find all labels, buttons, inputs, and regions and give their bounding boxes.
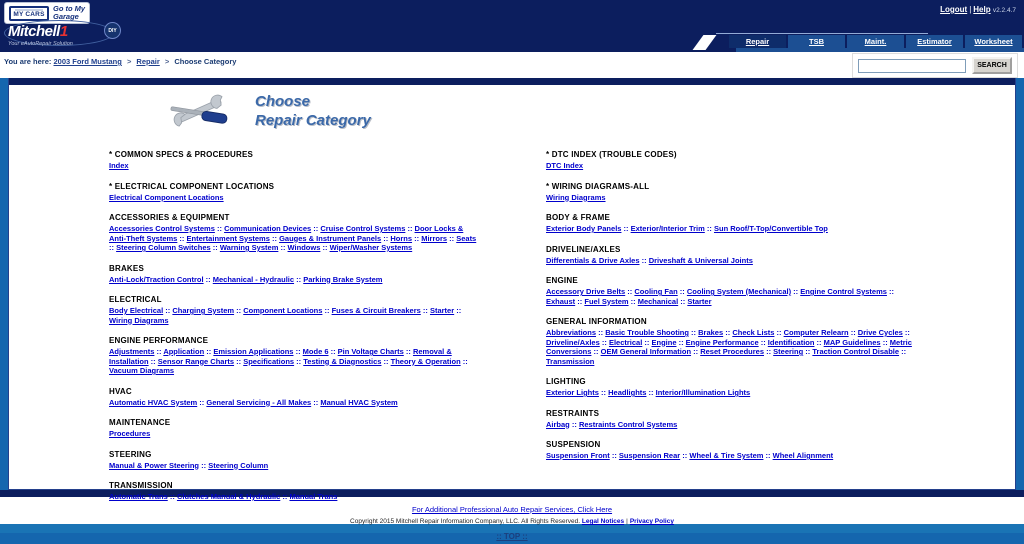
link-separator: :: xyxy=(569,419,579,429)
link-separator: :: xyxy=(320,243,330,252)
category-link[interactable]: Mechanical - Hydraulic xyxy=(212,274,295,284)
category-section xyxy=(109,387,481,408)
category-link[interactable]: Accessory Drive Belts xyxy=(546,287,626,296)
category-heading: LIGHTING xyxy=(546,377,586,386)
panel-top-accent-bar xyxy=(9,78,1015,85)
category-links xyxy=(109,224,481,253)
category-links xyxy=(546,193,924,203)
link-separator: :: xyxy=(598,388,609,397)
category-links xyxy=(546,328,924,366)
category-column-left xyxy=(109,150,481,513)
category-link[interactable]: Parking Brake System xyxy=(303,274,383,284)
category-section xyxy=(109,182,481,203)
category-link[interactable]: Entertainment Systems xyxy=(186,233,270,243)
category-link[interactable]: Manual HVAC System xyxy=(320,397,398,407)
category-link[interactable]: Abbreviations xyxy=(546,328,597,337)
link-separator: :: xyxy=(609,451,619,460)
link-separator: :: xyxy=(758,337,768,347)
category-link[interactable]: Manual & Power Steering xyxy=(109,460,200,470)
category-link[interactable]: Airbag xyxy=(546,419,570,429)
category-link[interactable]: Manual Trans xyxy=(289,492,338,501)
link-separator: :: xyxy=(454,306,462,315)
category-link[interactable]: Basic Trouble Shooting xyxy=(605,328,689,337)
category-link[interactable]: Testing & Diagnostics xyxy=(303,356,382,366)
category-section xyxy=(546,440,924,461)
category-section xyxy=(109,150,481,171)
link-separator: :: xyxy=(639,255,649,265)
link-separator: :: xyxy=(269,233,280,243)
category-link[interactable]: Suspension Front xyxy=(546,451,610,460)
category-section xyxy=(109,481,481,502)
plate-label: MY CARS xyxy=(13,10,45,18)
link-separator: :: xyxy=(311,397,321,407)
link-separator: :: xyxy=(214,224,225,233)
breadcrumb-repair-link[interactable]: Repair xyxy=(136,57,160,66)
category-link[interactable]: Warning System xyxy=(219,243,279,252)
category-links xyxy=(109,306,481,325)
category-link[interactable]: Steering Column xyxy=(208,460,269,470)
copyright-text: Copyright 2015 Mitchell Repair Information Company, LLC. All Rights Reserved. xyxy=(350,518,581,525)
category-link[interactable]: Seats xyxy=(456,233,477,243)
link-separator: :: xyxy=(381,233,391,243)
category-link[interactable]: Wiring Diagrams xyxy=(546,192,606,202)
category-link[interactable]: Mode 6 xyxy=(302,347,329,356)
category-link[interactable]: Cooling Fan xyxy=(634,287,678,296)
logo-wordmark: Mitchell1 xyxy=(8,23,68,40)
link-separator: :: xyxy=(886,287,895,296)
category-heading: TRANSMISSION xyxy=(109,481,173,490)
breadcrumb-prefix: You are here: xyxy=(4,57,52,66)
category-link[interactable]: Engine Performance xyxy=(685,337,759,347)
category-link[interactable]: Drive Cycles xyxy=(857,328,903,337)
category-links xyxy=(546,224,924,234)
category-link[interactable]: Component Locations xyxy=(243,306,323,315)
category-link[interactable]: OEM General Information xyxy=(600,347,692,356)
category-link[interactable]: Sensor Range Charts xyxy=(157,356,235,366)
link-separator: :: xyxy=(723,328,733,337)
category-section xyxy=(546,150,924,171)
link-separator: :: xyxy=(163,306,173,315)
diy-badge: DIY xyxy=(104,22,121,39)
content-region xyxy=(0,78,1024,501)
category-link[interactable]: Starter xyxy=(429,306,455,315)
link-separator: :: xyxy=(199,460,209,470)
top-link[interactable]: :: TOP :: xyxy=(496,532,528,541)
category-link[interactable]: Driveline/Axles xyxy=(546,337,600,347)
tab-estimator[interactable]: Estimator xyxy=(906,35,963,48)
category-link[interactable]: Automatic Trans xyxy=(109,492,168,501)
main-nav xyxy=(712,0,1024,52)
category-link[interactable]: Vacuum Diagrams xyxy=(109,366,175,375)
category-link[interactable]: Differentials & Drive Axles xyxy=(546,255,640,265)
link-separator: :: xyxy=(278,243,288,252)
link-separator: :: xyxy=(591,347,601,356)
breadcrumb-current: Choose Category xyxy=(174,57,237,66)
category-link[interactable]: Exterior Body Panels xyxy=(546,224,622,233)
link-separator: :: xyxy=(848,328,858,337)
link-separator: :: xyxy=(280,492,290,501)
category-heading: BRAKES xyxy=(109,263,144,273)
category-links xyxy=(109,347,481,376)
category-link[interactable]: Removal & Installation xyxy=(109,347,452,366)
link-separator: :: xyxy=(447,233,457,243)
category-heading: ENGINE PERFORMANCE xyxy=(109,336,209,345)
category-link[interactable]: Fuel System xyxy=(584,296,629,306)
link-separator: :: xyxy=(234,356,244,366)
breadcrumb-separator: > xyxy=(164,57,170,66)
category-link[interactable]: Steering Column Switches xyxy=(116,243,211,252)
category-heading: BODY & FRAME xyxy=(546,213,611,222)
category-link[interactable]: Specifications xyxy=(243,356,295,366)
category-section xyxy=(546,317,924,366)
category-link[interactable]: Electrical Component Locations xyxy=(109,192,224,202)
category-link[interactable]: Reset Procedures xyxy=(700,347,764,356)
garage-label: Go to My Garage xyxy=(53,4,86,21)
search-box xyxy=(852,53,1018,78)
link-separator: :: xyxy=(803,347,813,356)
category-section xyxy=(546,182,924,203)
category-links xyxy=(109,492,481,502)
link-separator: :: xyxy=(109,243,117,252)
link-separator: :: xyxy=(902,328,910,337)
category-link[interactable]: Door Locks & Anti-Theft Systems xyxy=(109,224,464,243)
link-separator: :: xyxy=(599,337,609,347)
tab-row xyxy=(729,35,1022,48)
search-input[interactable] xyxy=(858,59,966,73)
link-separator: :: xyxy=(704,224,714,233)
link-separator: :: xyxy=(791,287,801,296)
category-section xyxy=(546,276,924,306)
tab-maint[interactable]: Maint. xyxy=(847,35,904,48)
pipe-separator: | xyxy=(969,5,972,14)
link-separator: :: xyxy=(322,306,332,315)
link-separator: :: xyxy=(204,347,214,356)
category-link[interactable]: Starter xyxy=(687,296,712,306)
link-separator: :: xyxy=(412,233,422,243)
category-link[interactable]: Application xyxy=(163,347,205,356)
category-link[interactable]: Metric Conversions xyxy=(546,337,912,356)
privacy-policy-link[interactable]: Privacy Policy xyxy=(629,518,674,525)
page-title: Choose Repair Category xyxy=(255,93,371,129)
category-link[interactable]: General Servicing - All Makes xyxy=(206,397,312,407)
breadcrumb-vehicle-link[interactable]: 2003 Ford Mustang xyxy=(53,57,122,66)
category-heading: ACCESSORIES & EQUIPMENT xyxy=(109,213,230,222)
category-link[interactable]: Identification xyxy=(767,337,815,347)
category-link[interactable]: Mechanical xyxy=(637,296,679,306)
link-separator: :: xyxy=(294,274,304,284)
link-separator: :: xyxy=(899,347,907,356)
license-plate-icon xyxy=(9,6,49,21)
tab-tsb[interactable]: TSB xyxy=(788,35,845,48)
category-link[interactable]: MAP Guidelines xyxy=(823,337,881,347)
category-link[interactable]: Steering xyxy=(773,347,804,356)
category-links xyxy=(546,287,924,306)
category-links xyxy=(109,461,481,471)
link-separator: :: xyxy=(814,337,824,347)
logout-link[interactable]: Logout xyxy=(940,5,968,14)
category-heading: ENGINE xyxy=(546,276,578,285)
category-section xyxy=(546,245,924,266)
category-link[interactable]: Headlights xyxy=(608,388,647,397)
link-separator: :: xyxy=(148,356,158,366)
link-separator: :: xyxy=(210,243,220,252)
category-heading: SUSPENSION xyxy=(546,440,601,449)
link-separator: :: xyxy=(311,224,321,233)
category-heading: * WIRING DIAGRAMS-ALL xyxy=(546,181,650,191)
top-header xyxy=(0,0,1024,52)
breadcrumb-strip xyxy=(0,52,1024,78)
link-separator: :: xyxy=(197,397,207,407)
diagonal-slash-decoration xyxy=(693,35,717,50)
link-separator: :: xyxy=(154,347,164,356)
link-separator: :: xyxy=(625,287,635,296)
category-heading: GENERAL INFORMATION xyxy=(546,317,647,326)
category-section xyxy=(109,450,481,471)
footer-promo-link[interactable]: For Additional Professional Auto Repair Services, Click Here xyxy=(411,505,613,514)
category-links xyxy=(109,398,481,408)
category-link[interactable]: Mirrors xyxy=(421,233,448,243)
category-heading: * COMMON SPECS & PROCEDURES xyxy=(109,150,254,159)
link-separator: :: xyxy=(678,296,688,306)
category-link[interactable]: Computer Relearn xyxy=(783,328,849,337)
search-button[interactable]: SEARCH xyxy=(972,57,1012,74)
category-link[interactable]: Anti-Lock/Traction Control xyxy=(109,274,204,284)
category-links xyxy=(546,388,924,398)
category-section xyxy=(109,336,481,376)
category-heading: ELECTRICAL xyxy=(109,295,162,304)
tab-repair[interactable]: Repair xyxy=(729,35,786,48)
breadcrumb xyxy=(4,57,236,66)
category-link[interactable]: Exterior/Interior Trim xyxy=(630,224,705,233)
category-link[interactable]: Horns xyxy=(390,233,413,243)
category-section xyxy=(546,377,924,398)
link-separator: :: xyxy=(646,388,656,397)
category-link[interactable]: Sun Roof/T-Top/Convertible Top xyxy=(713,224,828,233)
link-separator: :: xyxy=(177,233,187,243)
category-columns xyxy=(109,150,924,513)
link-separator: :: xyxy=(405,224,415,233)
category-links xyxy=(546,161,924,171)
category-link[interactable]: Wiring Diagrams xyxy=(109,315,169,325)
category-links xyxy=(546,420,924,430)
category-link[interactable]: Automatic HVAC System xyxy=(109,397,198,407)
category-heading: RESTRAINTS xyxy=(546,408,600,418)
category-link[interactable]: Wiper/Washer Systems xyxy=(329,243,413,252)
link-separator: :: xyxy=(763,451,773,460)
link-separator: :: xyxy=(688,328,699,337)
main-panel xyxy=(8,78,1016,501)
link-separator: :: xyxy=(764,347,774,356)
category-heading: * DTC INDEX (TROUBLE CODES) xyxy=(546,150,677,159)
link-separator: :: xyxy=(203,274,213,284)
link-separator: :: xyxy=(680,451,690,460)
link-separator: :: xyxy=(294,356,304,366)
link-separator: :: xyxy=(880,337,890,347)
category-link[interactable]: Exhaust xyxy=(546,296,576,306)
category-column-right xyxy=(546,150,924,513)
category-link[interactable]: Charging System xyxy=(172,306,235,315)
category-link[interactable]: Check Lists xyxy=(732,328,775,337)
link-separator: :: xyxy=(677,287,687,296)
category-link[interactable]: Windows xyxy=(287,243,321,252)
logo-tagline: Your eAutoRepair Solution xyxy=(8,41,73,47)
link-separator: :: xyxy=(575,296,585,306)
breadcrumb-separator: > xyxy=(126,57,132,66)
category-link[interactable]: Clutches Manual & Hydraulic xyxy=(176,492,281,501)
link-separator: :: xyxy=(381,356,391,366)
category-link[interactable]: Engine Control Systems xyxy=(800,287,887,296)
category-link[interactable]: Accessories Control Systems xyxy=(109,224,215,233)
link-separator: :: xyxy=(596,328,606,337)
tab-worksheet[interactable]: Worksheet xyxy=(965,35,1022,48)
link-separator: :: xyxy=(234,306,244,315)
link-separator: :: xyxy=(420,306,430,315)
category-link[interactable]: Wheel & Tire System xyxy=(689,451,764,460)
category-link[interactable]: Traction Control Disable xyxy=(812,347,900,356)
category-links xyxy=(109,275,481,285)
link-separator: :: xyxy=(460,356,468,366)
category-links xyxy=(546,451,924,461)
category-link[interactable]: Index xyxy=(109,161,129,170)
category-links xyxy=(109,193,481,203)
category-link[interactable]: Pin Voltage Charts xyxy=(337,347,404,356)
category-section xyxy=(109,418,481,439)
category-section xyxy=(546,409,924,430)
category-links xyxy=(109,429,481,439)
highlight-line-decoration xyxy=(716,33,928,34)
category-links xyxy=(546,256,924,266)
category-heading: STEERING xyxy=(109,449,152,459)
category-section xyxy=(109,264,481,285)
category-link[interactable]: Suspension Rear xyxy=(618,451,681,460)
repair-tools-icon xyxy=(161,90,241,132)
category-section xyxy=(546,213,924,234)
link-separator: :: xyxy=(621,224,631,233)
category-link[interactable]: Transmission xyxy=(546,356,595,366)
category-section xyxy=(109,213,481,253)
category-link[interactable]: Electrical xyxy=(608,337,643,347)
category-link[interactable]: Emission Applications xyxy=(213,347,294,356)
category-link[interactable]: Wheel Alignment xyxy=(772,451,834,460)
link-separator: :: xyxy=(328,347,338,356)
link-separator: :: xyxy=(774,328,784,337)
category-link[interactable]: Communication Devices xyxy=(224,224,312,233)
category-link[interactable]: Procedures xyxy=(109,429,151,438)
category-link[interactable]: Interior/Illumination Lights xyxy=(655,388,751,397)
category-links xyxy=(109,161,481,171)
legal-notices-link[interactable]: Legal Notices xyxy=(581,518,625,525)
page-header xyxy=(161,90,371,132)
category-section xyxy=(109,295,481,325)
category-link[interactable]: Exterior Lights xyxy=(546,388,599,397)
link-separator: :: xyxy=(403,347,413,356)
category-heading: DRIVELINE/AXLES xyxy=(546,244,621,254)
link-separator: :: xyxy=(691,347,701,356)
category-link[interactable]: Brakes xyxy=(698,328,724,337)
link-separator: :: xyxy=(628,296,638,306)
category-link[interactable]: Fuses & Circuit Breakers xyxy=(331,306,421,315)
help-link[interactable]: Help xyxy=(973,5,991,14)
mitchell1-logo xyxy=(8,23,138,47)
link-separator: :: xyxy=(293,347,303,356)
version-label: v2.2.4.7 xyxy=(992,7,1016,14)
category-link[interactable]: Driveshaft & Universal Joints xyxy=(648,255,753,265)
category-heading: MAINTENANCE xyxy=(109,418,171,427)
category-heading: HVAC xyxy=(109,386,132,396)
link-separator: :: xyxy=(167,492,177,501)
category-link[interactable]: Theory & Operation xyxy=(390,356,461,366)
category-link[interactable]: Gauges & Instrument Panels xyxy=(279,233,382,243)
category-link[interactable]: Cooling System (Mechanical) xyxy=(686,287,792,296)
category-heading: * ELECTRICAL COMPONENT LOCATIONS xyxy=(109,181,275,191)
category-link[interactable]: Body Electrical xyxy=(109,306,164,315)
pipe-separator: | xyxy=(626,518,628,525)
link-separator: :: xyxy=(676,337,686,347)
category-link[interactable]: Cruise Control Systems xyxy=(320,224,406,233)
link-separator: :: xyxy=(642,337,652,347)
category-link[interactable]: Engine xyxy=(651,337,677,347)
category-link[interactable]: Adjustments xyxy=(109,347,155,356)
category-link[interactable]: Restraints Control Systems xyxy=(578,419,678,429)
category-link[interactable]: DTC Index xyxy=(546,161,584,170)
